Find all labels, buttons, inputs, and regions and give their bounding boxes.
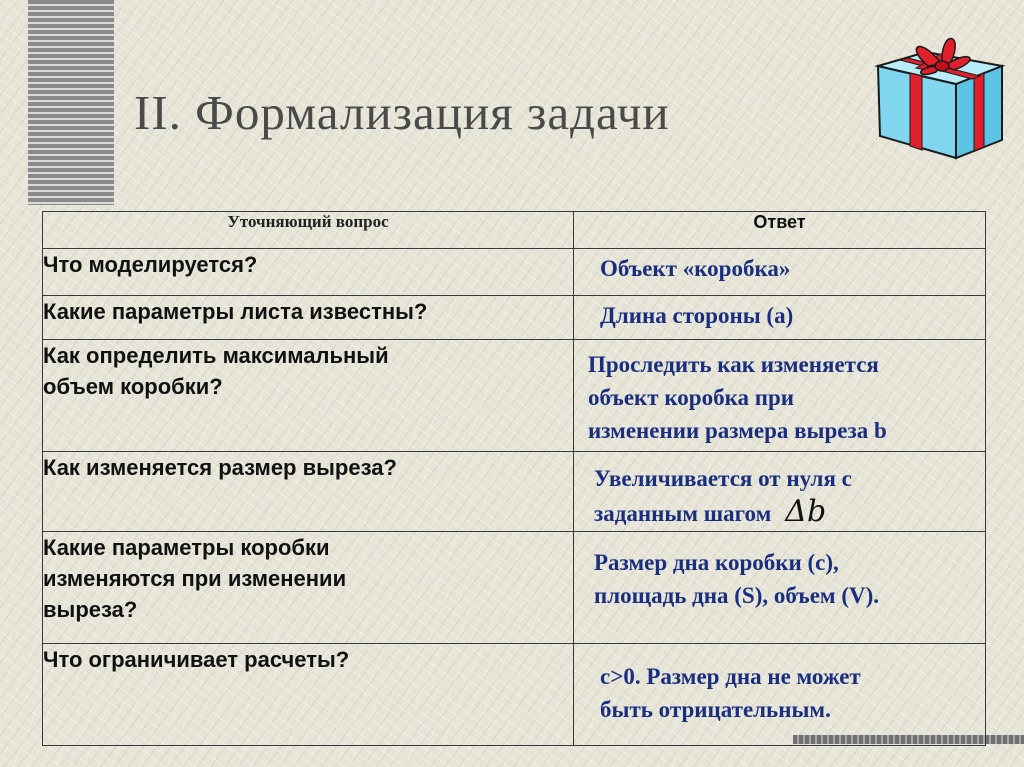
question-cell: Что ограничивает расчеты? [43,644,574,746]
header-answer: Ответ [574,212,986,249]
table-row [43,296,986,340]
question-cell: Что моделируется? [43,249,574,296]
answer-line: изменении размера выреза b [588,418,887,443]
question-cell [43,340,574,452]
answer-line: быть отрицательным. [600,697,831,722]
question-line: изменяются при изменении [43,566,347,591]
gift-box-icon [870,26,1006,160]
answer-cell [574,340,986,452]
question-cell [43,532,574,644]
question-line: Какие параметры коробки [43,535,330,560]
answer-line [574,495,985,530]
answer-line: площадь дна (S), объем (V). [594,583,880,608]
answer-cell [574,644,986,746]
answer-line: Проследить как изменяется [588,352,879,377]
question-line: Как определить максимальный [43,343,389,368]
answer-cell [574,532,986,644]
answer-line: Объект «коробка» [600,256,791,281]
answer-line: Размер дна коробки (с), [594,550,839,575]
answer-line-text: заданным шагом [594,501,772,526]
answer-cell [574,452,986,532]
question-cell: Какие параметры листа известны? [43,296,574,340]
table-row [43,644,986,746]
answer-line: объект коробка при [588,385,795,410]
header-question: Уточняющий вопрос [43,212,574,249]
formalization-table [42,211,986,746]
table-row [43,532,986,644]
table-header-row [43,212,986,249]
table-row [43,340,986,452]
answer-line: Увеличивается от нуля с [594,466,852,491]
question-line: объем коробки? [43,374,223,399]
delta-b-formula: Δb [785,494,827,529]
answer-line: Длина стороны (а) [600,303,794,328]
question-line: выреза? [43,597,138,622]
answer-cell [574,296,986,340]
answer-line: с>0. Размер дна не может [600,664,861,689]
answer-cell [574,249,986,296]
table-row [43,452,986,532]
slide-title: II. Формализация задачи [134,85,670,140]
table-row [43,249,986,296]
question-cell: Как изменяется размер выреза? [43,452,574,532]
decorative-stripe [28,0,114,205]
